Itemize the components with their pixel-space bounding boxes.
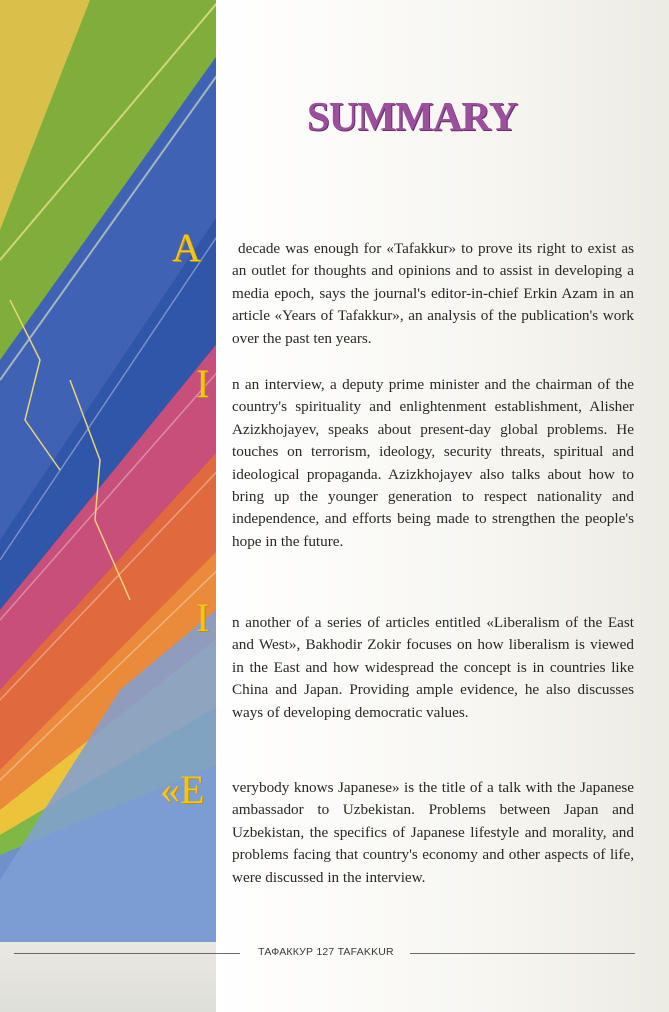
article-3-text: n another of a series of articles entitled «Liberalism of the East and West», Bakhodir Zokir focuses on how liberalism is viewed in the East and how widespread the concept is in countries like China and Japan. Providing ample evidence, he also discusses ways of developing democratic values. xyxy=(232,614,634,721)
drop-cap-2: I xyxy=(196,361,210,406)
page-title: SUMMARY xyxy=(306,93,518,139)
footer-rule-left xyxy=(14,953,240,954)
footer-rule-right xyxy=(410,953,635,954)
drop-cap-1: A xyxy=(172,225,201,270)
article-2-text: n an interview, a deputy prime minister and the chairman of the country's spirituality and enlightenment establishment, Alisher Azizkhojayev, speaks about present-day global problems. He touches on terrorism, ideology, security threats, spiritual and ideological propaganda. Azizkhojayev also talks about how to bring up the younger generation to respect nationality and independence, and efforts being made to strengthen the people's hope in the future. xyxy=(232,376,634,550)
page-footer: ТАФАККУР 127 TAFAKKUR xyxy=(258,946,394,958)
drop-cap-3: I xyxy=(196,595,210,640)
article-1-text: decade was enough for «Tafakkur» to prove its right to exist as an outlet for thoughts and opinions and to assist in developing a media epoch, says the journal's editor-in-chief Erkin Azam in an article «Years of Tafakkur», an analysis of the publication's work over the past ten years. xyxy=(232,240,634,347)
drop-cap-4: «E xyxy=(160,767,205,812)
article-4-text: verybody knows Japanese» is the title of a talk with the Japanese ambassador to Uzbekistan. Problems between Japan and Uzbekistan, the specifics of Japanese lifestyle and morality, and problems facing that country's economy and other aspects of life, were discussed in the interview. xyxy=(232,779,634,886)
